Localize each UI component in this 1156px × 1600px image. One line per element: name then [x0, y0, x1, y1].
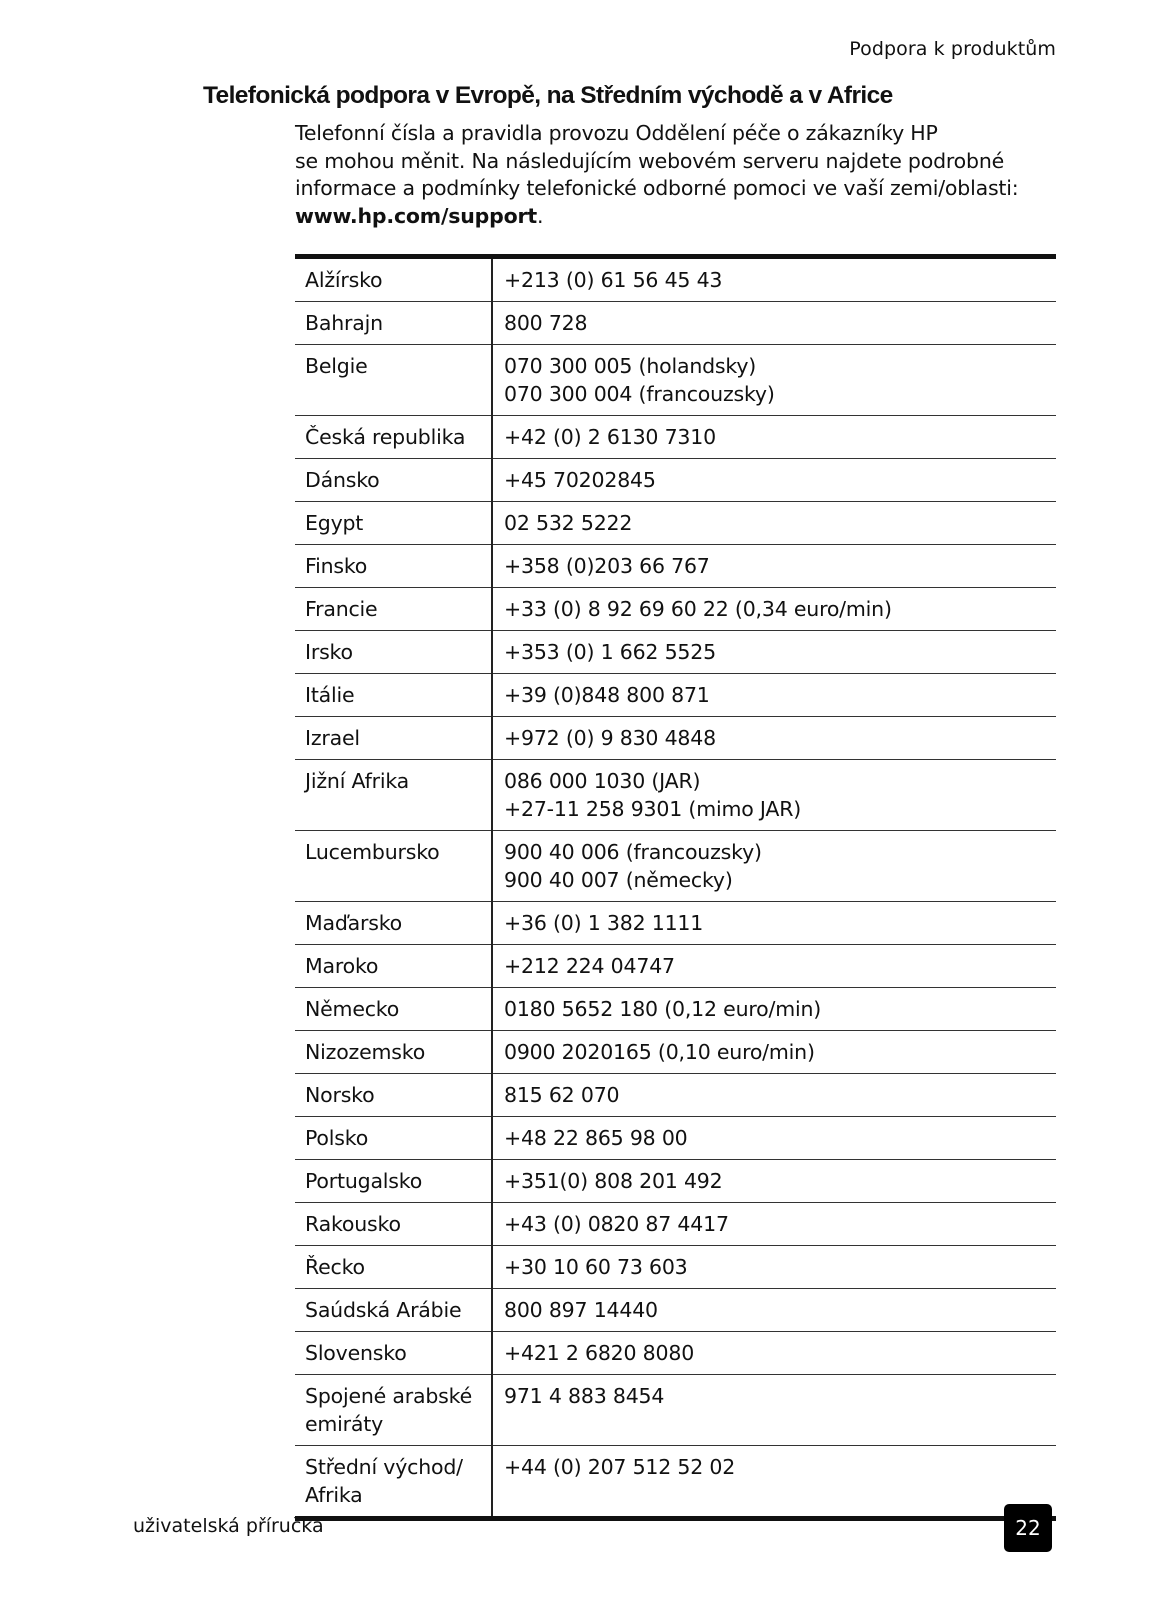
- phone-number: +351(0) 808 201 492: [504, 1169, 723, 1193]
- country-cell: Rakousko: [295, 1203, 492, 1246]
- country-cell: Slovensko: [295, 1332, 492, 1375]
- phone-number-cell: [492, 1117, 1056, 1160]
- table-row: [295, 945, 1056, 988]
- phone-number-cell: [492, 717, 1056, 760]
- table-row: [295, 302, 1056, 345]
- phone-number: 02 532 5222: [504, 511, 633, 535]
- phone-number-cell: [492, 1203, 1056, 1246]
- country-cell: Spojené arabské emiráty: [295, 1375, 492, 1446]
- table-row: [295, 502, 1056, 545]
- phone-number-cell: [492, 1289, 1056, 1332]
- phone-number: +421 2 6820 8080: [504, 1341, 695, 1365]
- phone-number: 070 300 004 (francouzsky): [504, 382, 775, 406]
- phone-number-cell: [492, 902, 1056, 945]
- country-cell: Itálie: [295, 674, 492, 717]
- country-cell: Německo: [295, 988, 492, 1031]
- table-row: [295, 1375, 1056, 1446]
- phone-number-cell: [492, 1332, 1056, 1375]
- intro-line: se mohou měnit. Na následujícím webovém serveru najdete podrobné: [295, 148, 1005, 173]
- footer-label: uživatelská příručka: [133, 1515, 324, 1537]
- country-cell: Saúdská Arábie: [295, 1289, 492, 1332]
- phone-number: +45 70202845: [504, 468, 656, 492]
- table-row: [295, 1246, 1056, 1289]
- table-row: [295, 760, 1056, 831]
- phone-number: +353 (0) 1 662 5525: [504, 640, 716, 664]
- phone-number: 800 728: [504, 311, 588, 335]
- table-row: [295, 1160, 1056, 1203]
- country-cell: Dánsko: [295, 459, 492, 502]
- country-cell: Lucembursko: [295, 831, 492, 902]
- phone-number-cell: [492, 1375, 1056, 1446]
- phone-number: +33 (0) 8 92 69 60 22 (0,34 euro/min): [504, 597, 892, 621]
- country-cell: Irsko: [295, 631, 492, 674]
- phone-number: +30 10 60 73 603: [504, 1255, 688, 1279]
- phone-number: +43 (0) 0820 87 4417: [504, 1212, 729, 1236]
- phone-number: +27-11 258 9301 (mimo JAR): [504, 797, 802, 821]
- phone-number-cell: [492, 1074, 1056, 1117]
- phone-number: 0180 5652 180 (0,12 euro/min): [504, 997, 822, 1021]
- phone-number-cell: [492, 945, 1056, 988]
- phone-number-cell: [492, 302, 1056, 345]
- phone-number: +213 (0) 61 56 45 43: [504, 268, 723, 292]
- table-row: [295, 717, 1056, 760]
- table-row: [295, 1203, 1056, 1246]
- phone-number-cell: [492, 588, 1056, 631]
- country-cell: Střední východ/ Afrika: [295, 1446, 492, 1519]
- phone-number-cell: [492, 545, 1056, 588]
- phone-number: +972 (0) 9 830 4848: [504, 726, 716, 750]
- intro-line: Telefonní čísla a pravidla provozu Oddělení péče o zákazníky HP: [295, 121, 938, 145]
- phone-number-cell: [492, 988, 1056, 1031]
- phone-number-cell: [492, 1246, 1056, 1289]
- phone-number-cell: [492, 831, 1056, 902]
- phone-number: +358 (0)203 66 767: [504, 554, 710, 578]
- table-row: [295, 631, 1056, 674]
- country-cell: Maďarsko: [295, 902, 492, 945]
- phone-number-cell: [492, 1446, 1056, 1519]
- section-title: Telefonická podpora v Evropě, na Středním východě a v Africe: [203, 82, 893, 109]
- phone-number-cell: [492, 345, 1056, 416]
- table-row: [295, 674, 1056, 717]
- phone-number-cell: [492, 674, 1056, 717]
- country-cell: Polsko: [295, 1117, 492, 1160]
- country-cell: Bahrajn: [295, 302, 492, 345]
- table-row: [295, 1117, 1056, 1160]
- phone-number-cell: [492, 257, 1056, 302]
- table-row: [295, 988, 1056, 1031]
- phone-number: 086 000 1030 (JAR): [504, 769, 701, 793]
- country-cell: Maroko: [295, 945, 492, 988]
- table-row: [295, 1332, 1056, 1375]
- phone-table: [295, 254, 1056, 1521]
- support-link[interactable]: www.hp.com/support: [295, 203, 537, 228]
- phone-number-cell: [492, 502, 1056, 545]
- country-cell: Belgie: [295, 345, 492, 416]
- table-row: [295, 831, 1056, 902]
- country-cell: Česká republika: [295, 416, 492, 459]
- country-cell: Portugalsko: [295, 1160, 492, 1203]
- phone-number-cell: [492, 459, 1056, 502]
- phone-number: 800 897 14440: [504, 1298, 658, 1322]
- table-row: [295, 1289, 1056, 1332]
- country-cell: Izrael: [295, 717, 492, 760]
- table-row: [295, 1446, 1056, 1519]
- table-row: [295, 1074, 1056, 1117]
- table-row: [295, 459, 1056, 502]
- phone-number: 070 300 005 (holandsky): [504, 354, 757, 378]
- country-cell: Alžírsko: [295, 257, 492, 302]
- link-suffix: .: [536, 203, 544, 228]
- phone-number-cell: [492, 416, 1056, 459]
- phone-number: 900 40 006 (francouzsky): [504, 840, 762, 864]
- table-row: [295, 416, 1056, 459]
- phone-number: +39 (0)848 800 871: [504, 683, 710, 707]
- phone-number-cell: [492, 760, 1056, 831]
- page-number: 22: [1004, 1504, 1052, 1552]
- table-row: [295, 257, 1056, 302]
- country-cell: Francie: [295, 588, 492, 631]
- phone-number-cell: [492, 631, 1056, 674]
- phone-number: +212 224 04747: [504, 954, 675, 978]
- country-cell: Egypt: [295, 502, 492, 545]
- table-row: [295, 1031, 1056, 1074]
- phone-number: 0900 2020165 (0,10 euro/min): [504, 1040, 815, 1064]
- table-row: [295, 588, 1056, 631]
- phone-number: 971 4 883 8454: [504, 1384, 665, 1408]
- phone-number: +36 (0) 1 382 1111: [504, 911, 704, 935]
- country-cell: Jižní Afrika: [295, 760, 492, 831]
- intro-link-line: [295, 203, 1055, 231]
- table-row: [295, 902, 1056, 945]
- country-cell: Finsko: [295, 545, 492, 588]
- phone-table-body: [295, 257, 1056, 1519]
- phone-number: +44 (0) 207 512 52 02: [504, 1455, 736, 1479]
- table-row: [295, 345, 1056, 416]
- country-cell: Řecko: [295, 1246, 492, 1289]
- phone-number: 900 40 007 (německy): [504, 868, 733, 892]
- table-row: [295, 545, 1056, 588]
- phone-number: +42 (0) 2 6130 7310: [504, 425, 716, 449]
- country-cell: Nizozemsko: [295, 1031, 492, 1074]
- phone-number: +48 22 865 98 00: [504, 1126, 688, 1150]
- phone-number: 815 62 070: [504, 1083, 620, 1107]
- intro-paragraph: [295, 120, 1055, 230]
- phone-number-cell: [492, 1031, 1056, 1074]
- phone-number-cell: [492, 1160, 1056, 1203]
- country-cell: Norsko: [295, 1074, 492, 1117]
- intro-line: informace a podmínky telefonické odborné pomoci ve vaší zemi/oblasti:: [295, 176, 1019, 200]
- running-head: Podpora k produktům: [849, 38, 1056, 60]
